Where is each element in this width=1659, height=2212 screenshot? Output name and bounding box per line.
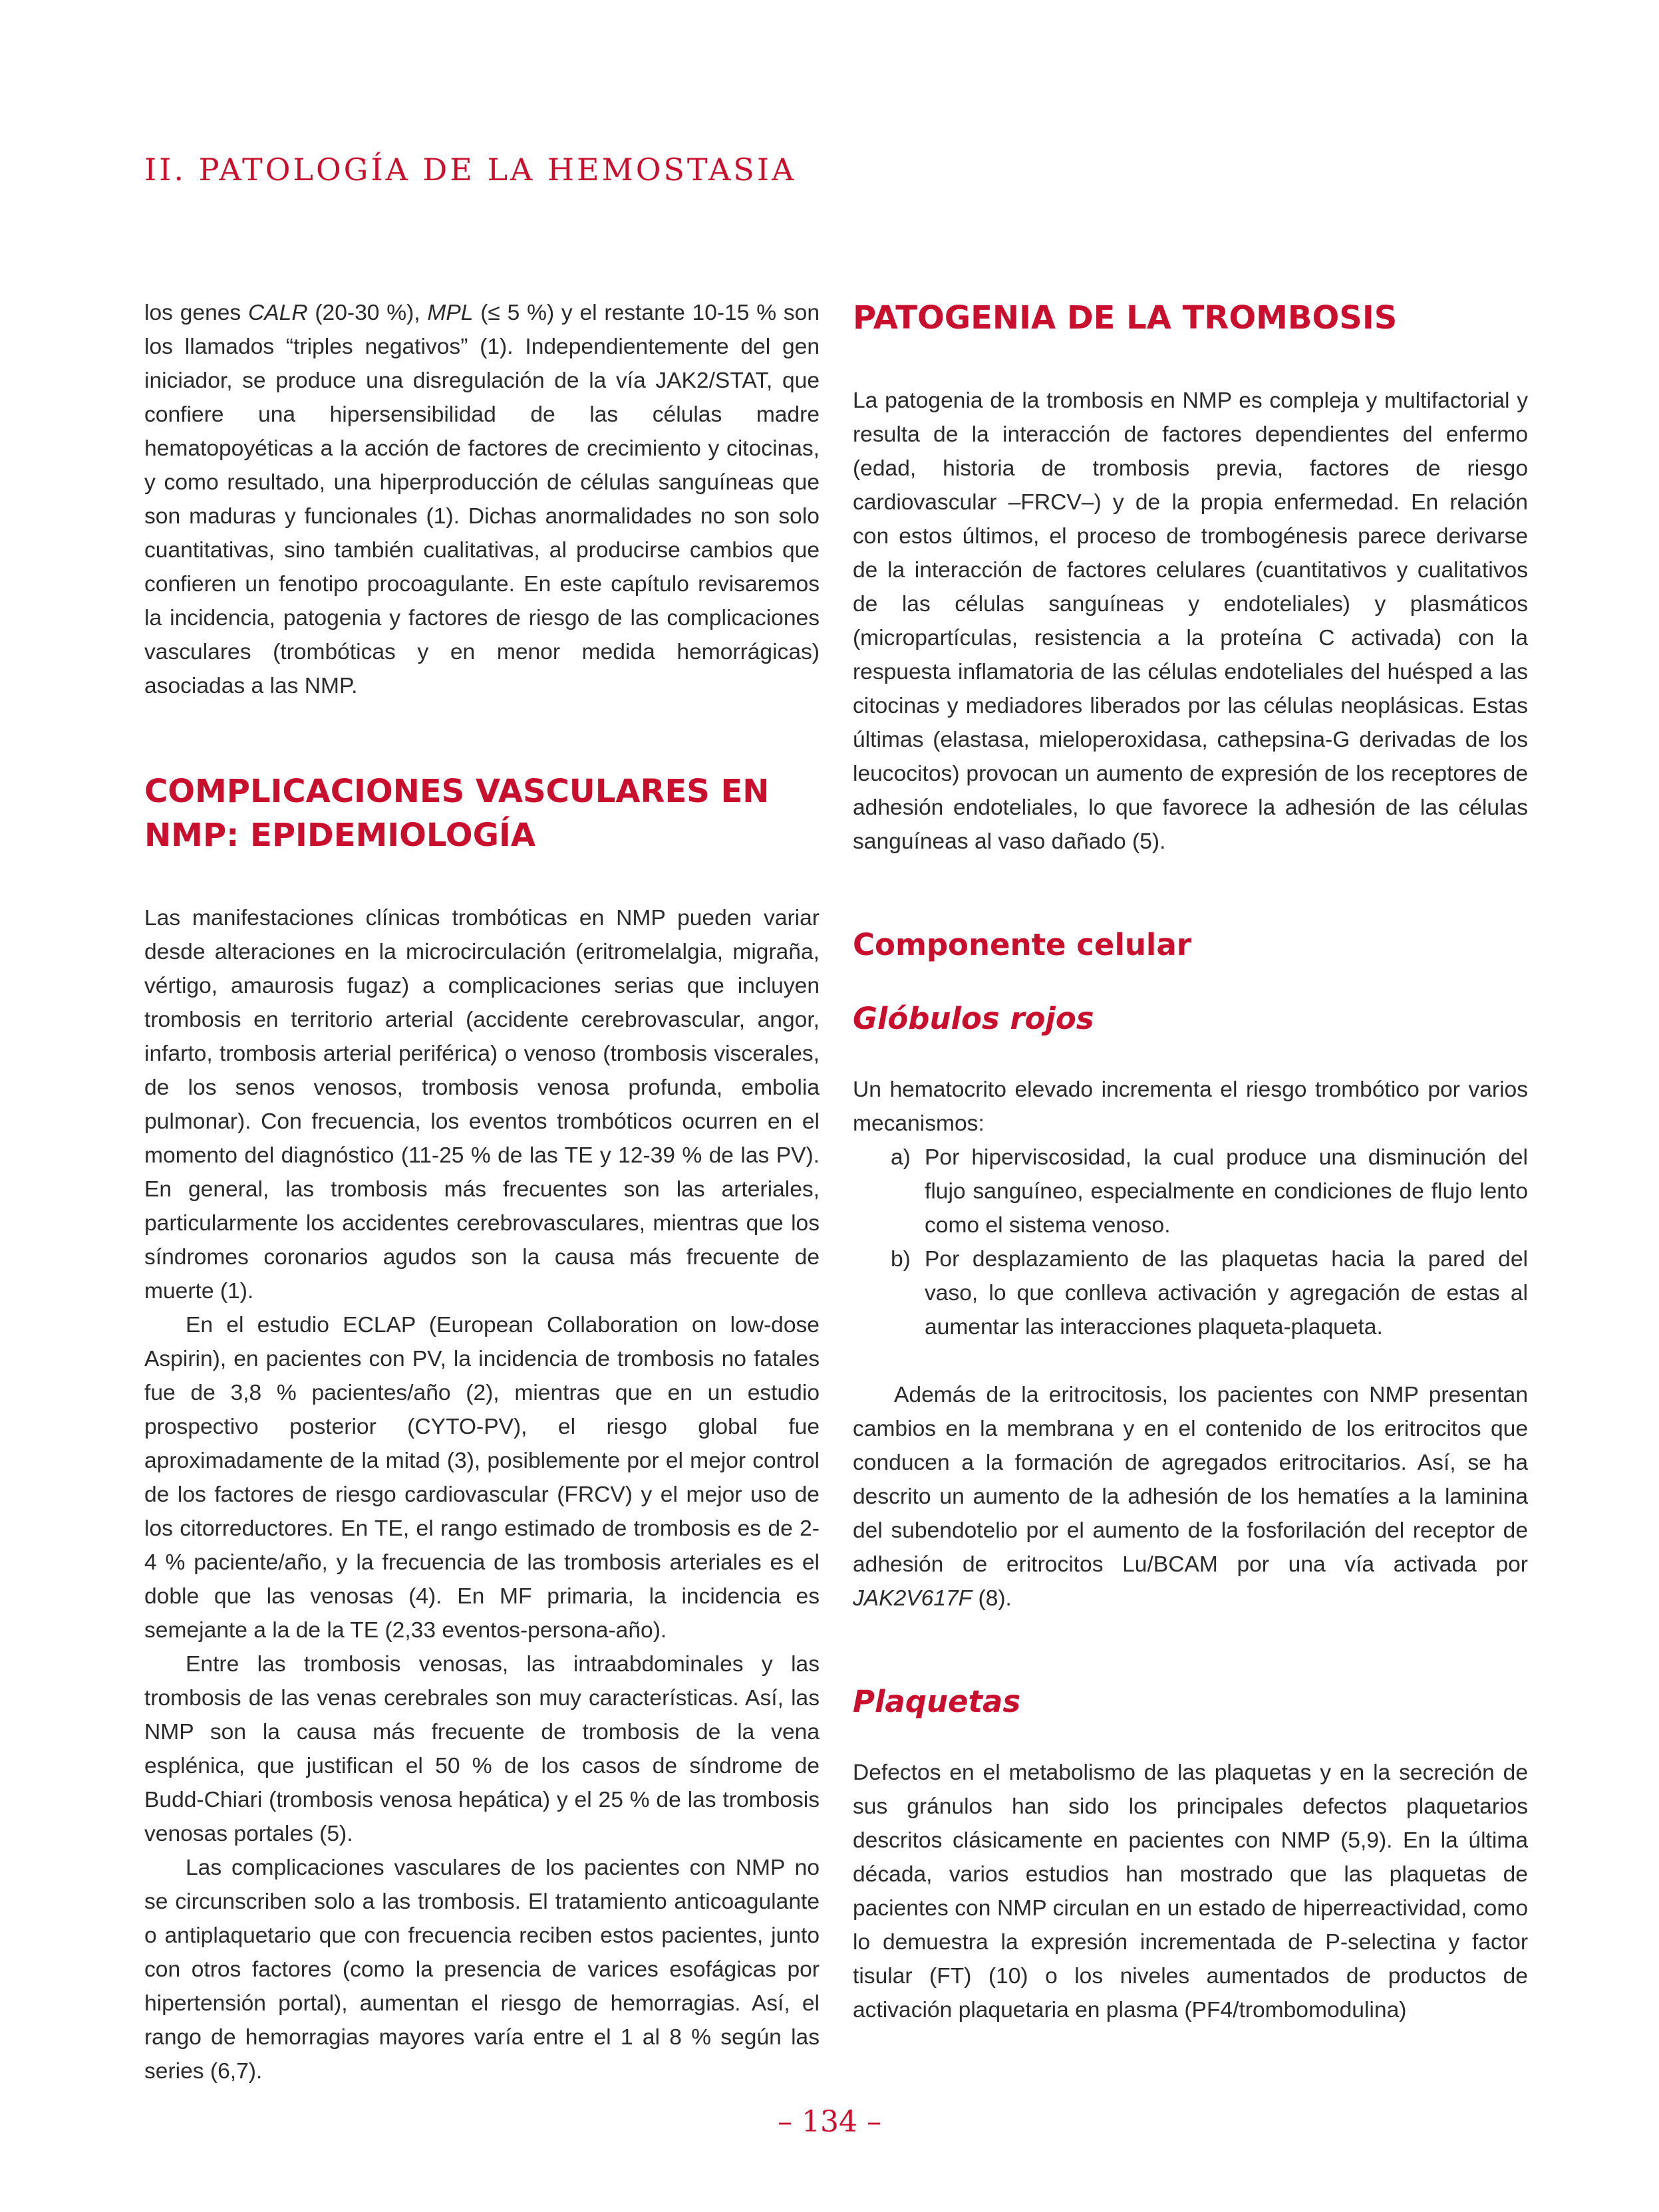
subheading-componente-celular: Componente celular <box>853 927 1191 962</box>
mechanism-list <box>853 1141 1528 1344</box>
intro-paragraph: los genes CALR (20-30 %), MPL (≤ 5 %) y el restante 10-15 % son los llamados “triples negativos” (1). Independientemente del gen iniciador, se produce una disregulación de la vía JAK2/STAT, que confiere una hipersensibilidad de las células madre hematopoyéticas a la acción de factores de crecimiento y citocinas, y como resultado, una hiperproducción de células sanguíneas que son maduras y funcionales (1). Dichas anormalidades no son solo cuantitativas, sino también cualitativas, al producirse cambios que confieren un fenotipo procoagulante. En este capítulo revisaremos la incidencia, patogenia y factores de riesgo de las complicaciones vasculares (trombóticas y en menor medida hemorrágicas) asociadas a las NMP. <box>144 301 820 698</box>
page-number: – 134 – <box>778 2105 881 2139</box>
subheading-plaquetas: Plaquetas <box>853 1684 1021 1719</box>
paragraph-eritrocitosis: Además de la eritrocitosis, los pacientes con NMP presentan cambios en la membrana y en el contenido de los eritrocitos que conducen a la formación de agregados eritrocitarios. Así, se ha descrito un aumento de la adhesión de los hematíes a la laminina del subendotelio por el aumento de la fosforilación del receptor de adhesión de eritrocitos Lu/BCAM por una vía activada por JAK2V617F (8). <box>853 1383 1528 1611</box>
list-item: b) Por desplazamiento de las plaquetas hacia la pared del vaso, lo que conlleva activación y agregación de estas al aumentar las interacciones plaqueta-plaqueta. <box>891 1247 1528 1339</box>
paragraph-plaquetas: Defectos en el metabolismo de las plaquetas y en la secreción de sus gránulos han sido los principales defectos plaquetarios descritos clásicamente en pacientes con NMP (5,9). En la última década, varios estudios han mostrado que las plaquetas de pacientes con NMP circulan en un estado de hiperreactividad, como lo demuestra la expresión incrementada de P-selectina y factor tisular (FT) (10) o los niveles aumentados de productos de activación plaquetaria en plasma (PF4/trombomodulina) <box>853 1760 1528 2022</box>
right-column <box>853 296 1528 2027</box>
paragraph-hematocrito: Un hematocrito elevado incrementa el riesgo trombótico por varios mecanismos: <box>853 1077 1528 1136</box>
gene-jak2: JAK2V617F <box>853 1586 973 1611</box>
gene-mpl: MPL <box>427 301 474 325</box>
gene-calr: CALR <box>248 301 308 325</box>
paragraph-patogenia: La patogenia de la trombosis en NMP es compleja y multifactorial y resulta de la interacción de factores dependientes del enfermo (edad, historia de trombosis previa, factores de riesgo cardiovascular –FRCV–) y de la propia enfermedad. En relación con estos últimos, el proceso de trombogénesis parece derivarse de la interacción de factores celulares (cuantitativos y cualitativos de las células sanguíneas y endoteliales) y plasmáticos (micropartículas, resistencia a la proteína C activada) con la respuesta inflamatoria de las células endoteliales del huésped a las citocinas y mediadores liberados por las células neoplásicas. Estas últimas (elastasa, mieloperoxidasa, cathepsina-G derivadas de los leucocitos) provocan un aumento de expresión de los receptores de adhesión endoteliales, lo que favorece la adhesión de las células sanguíneas al vaso dañado (5). <box>853 388 1528 854</box>
left-column <box>144 296 820 2088</box>
list-item: a) Por hiperviscosidad, la cual produce una disminución del flujo sanguíneo, especialmente en condiciones de flujo lento como el sistema venoso. <box>891 1145 1528 1238</box>
paragraph-trombosis-venosas: Entre las trombosis venosas, las intraabdominales y las trombosis de las venas cerebrales son muy características. Así, las NMP son la causa más frecuente de trombosis de la vena esplénica, que justifican el 50 % de los casos de síndrome de Budd-Chiari (trombosis venosa hepática) y el 25 % de las trombosis venosas portales (5). <box>144 1652 820 1846</box>
subheading-globulos-rojos: Glóbulos rojos <box>853 1001 1094 1036</box>
heading-complicaciones: COMPLICACIONES VASCULARES EN NMP: EPIDEMIOLOGÍA <box>144 773 770 854</box>
paragraph-hemorragias: Las complicaciones vasculares de los pacientes con NMP no se circunscriben solo a las trombosis. El tratamiento anticoagulante o antiplaquetario que con frecuencia reciben estos pacientes, junto con otros factores (como la presencia de varices esofágicas por hipertensión portal), aumentan el riesgo de hemorragias. Así, el rango de hemorragias mayores varía entre el 1 al 8 % según las series (6,7). <box>144 1856 820 2084</box>
paragraph-eclap: En el estudio ECLAP (European Collaboration on low-dose Aspirin), en pacientes con PV, la incidencia de trombosis no fatales fue de 3,8 % pacientes/año (2), mientras que en un estudio prospectivo posterior (CYTO-PV), el riesgo global fue aproximadamente de la mitad (3), posiblemente por el mejor control de los factores de riesgo cardiovascular (FRCV) y el mejor uso de los citorreductores. En TE, el rango estimado de trombosis es de 2-4 % paciente/año, y la frecuencia de las trombosis arteriales es el doble que las venosas (4). En MF primaria, la incidencia es semejante a la de la TE (2,33 eventos-persona-año). <box>144 1313 820 1643</box>
paragraph-manifestaciones: Las manifestaciones clínicas trombóticas en NMP pueden variar desde alteraciones en la microcirculación (eritromelalgia, migraña, vértigo, amaurosis fugaz) a complicaciones serias que incluyen trombosis en territorio arterial (accidente cerebrovascular, angor, infarto, trombosis arterial periférica) o venoso (trombosis viscerales, de los senos venosos, trombosis venosa profunda, embolia pulmonar). Con frecuencia, los eventos trombóticos ocurren en el momento del diagnóstico (11-25 % de las TE y 12-39 % de las PV). En general, las trombosis más frecuentes son las arteriales, particularmente los accidentes cerebrovasculares, mientras que los síndromes coronarios agudos son la causa más frecuente de muerte (1). <box>144 906 820 1304</box>
heading-patogenia: PATOGENIA DE LA TROMBOSIS <box>853 299 1398 337</box>
section-header: II. PATOLOGÍA DE LA HEMOSTASIA <box>144 152 797 188</box>
